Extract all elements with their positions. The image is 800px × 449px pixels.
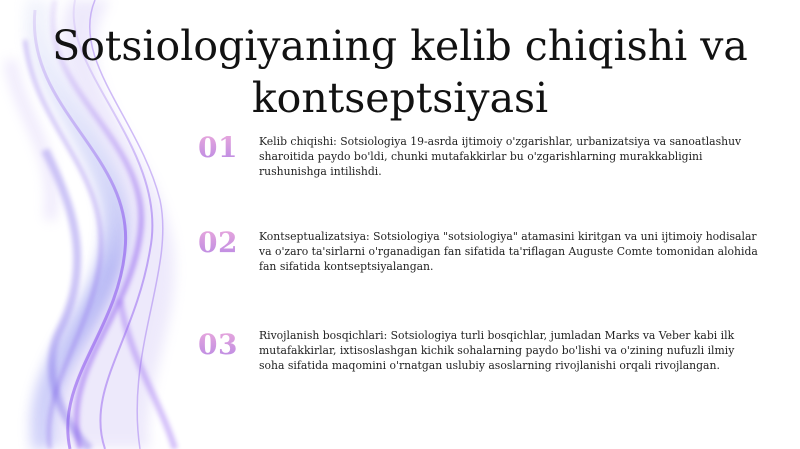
item-text: Kelib chiqishi: Sotsiologiya 19-asrda ijtimoiy o'zgarishlar, urbanizatsiya va sanoatlashuv sharoitida paydo bo'ldi, chunki mutafakkirlar bu o'zgarishlarning murakkabligini rushunishga intilishdi.: [259, 135, 742, 178]
slide-title: Sotsiologiyaning kelib chiqishi va kontseptsiyasi: [52, 22, 748, 122]
item-number: 02: [198, 228, 248, 258]
item-text: Kontseptualizatsiya: Sotsiologiya "sotsiologiya" atamasini kiritgan va uni ijtimoiy hodisalar va o'zaro ta'sirlarni o'rganadigan fan sifatida ta'riflagan Auguste Comte tomonidan alohida fan sifatida kontseptsiyalangan.: [259, 230, 758, 273]
item-text: Rivojlanish bosqichlari: Sotsiologiya turli bosqichlar, jumladan Marks va Veber kabi ilk mutafakkirlar, ixtisoslashgan kichik sohalarning paydo bo'lishi va o'zining nufuzli ilmiy soha sifatida maqomini o'rnatgan uslubiy asoslarning rivojlanishi orqali rivojlangan.: [259, 329, 735, 372]
item-number: 03: [198, 330, 248, 360]
item-number: 01: [198, 133, 248, 163]
